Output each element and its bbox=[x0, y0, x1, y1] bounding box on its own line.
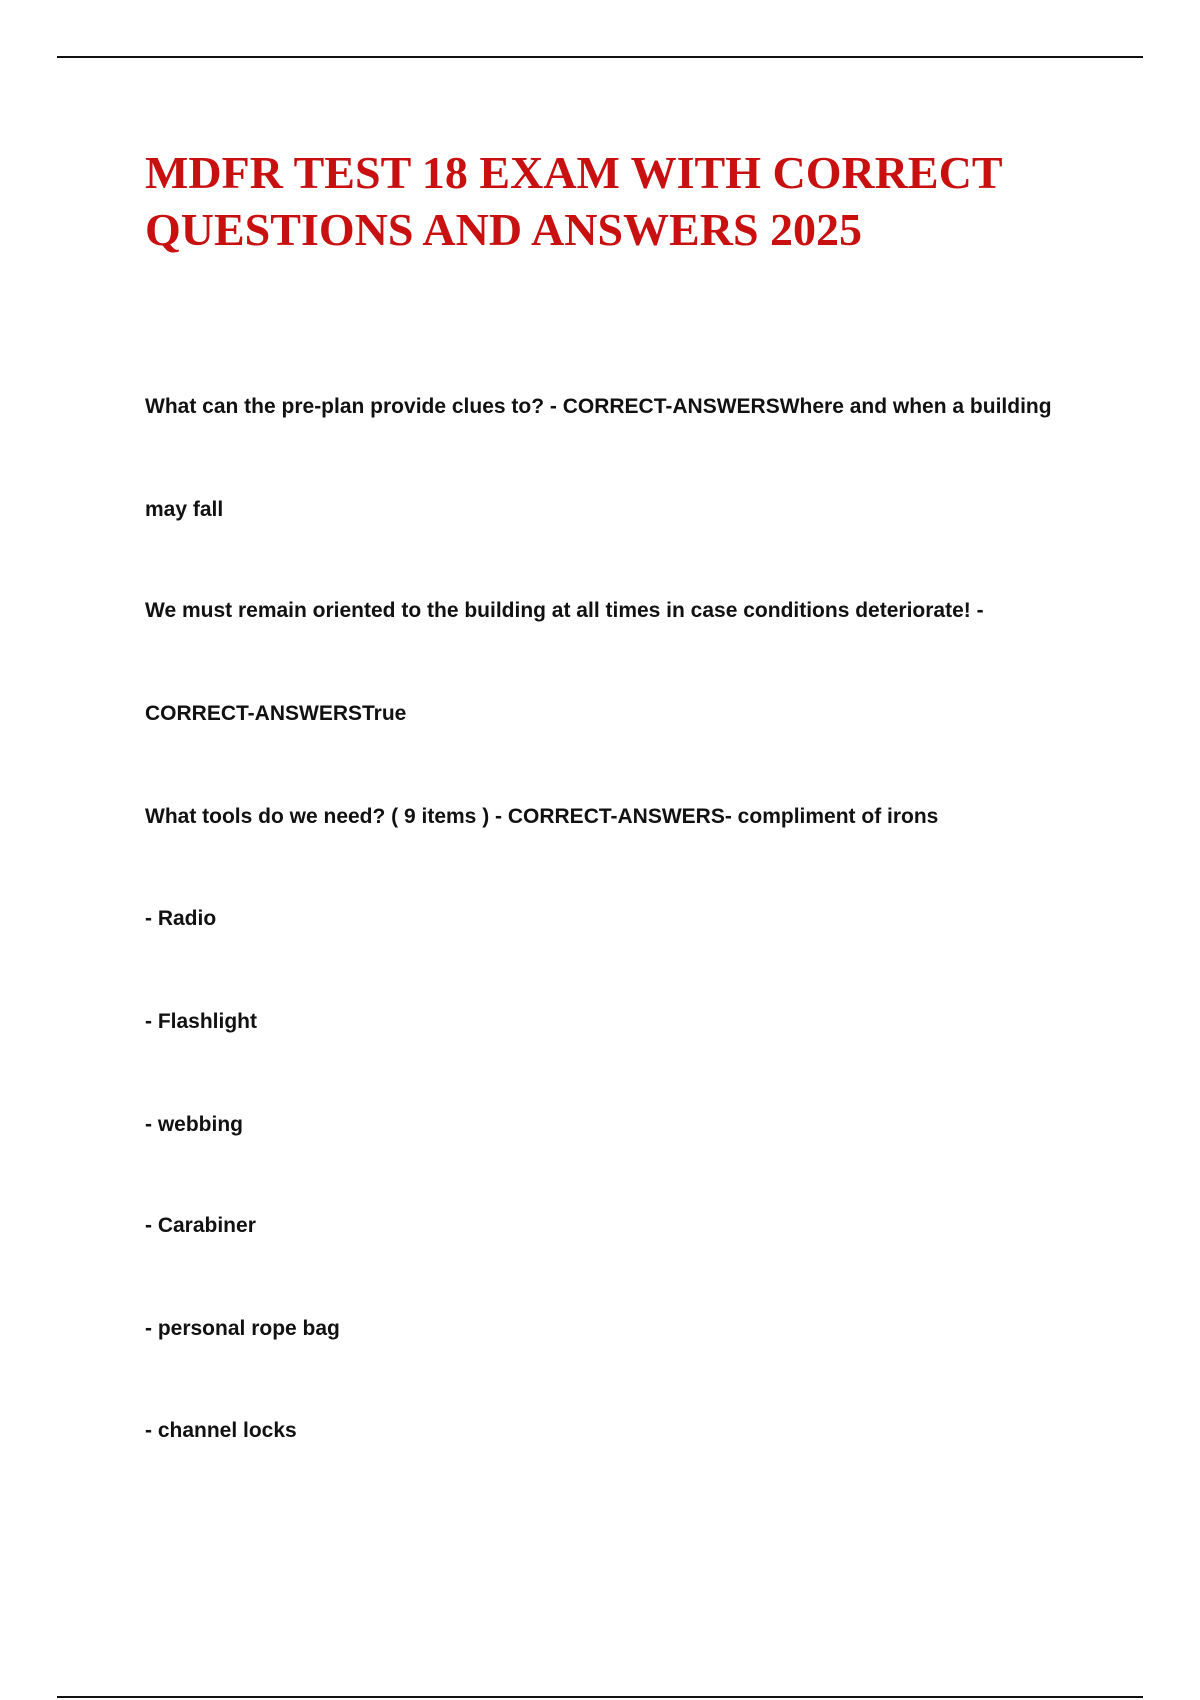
question-2-line-2: CORRECT-ANSWERSTrue bbox=[145, 702, 407, 725]
document-title: MDFR TEST 18 EXAM WITH CORRECT QUESTIONS AND ANSWERS 2025 bbox=[145, 147, 1002, 255]
answer-list-item-rope-bag: - personal rope bag bbox=[145, 1317, 340, 1340]
question-3-line-1: What tools do we need? ( 9 items ) - CORRECT-ANSWERS- compliment of irons bbox=[145, 805, 939, 828]
question-1-line-2: may fall bbox=[145, 498, 224, 521]
answer-list-item-webbing: - webbing bbox=[145, 1113, 243, 1136]
question-2-line-1: We must remain oriented to the building at all times in case conditions deteriorate! - bbox=[145, 599, 984, 622]
top-divider bbox=[57, 56, 1143, 58]
answer-list-item-radio: - Radio bbox=[145, 907, 217, 930]
answer-list-item-flashlight: - Flashlight bbox=[145, 1010, 257, 1033]
question-1-line-1: What can the pre-plan provide clues to? - CORRECT-ANSWERSWhere and when a building bbox=[145, 395, 1052, 418]
answer-list-item-channel-locks: - channel locks bbox=[145, 1419, 297, 1442]
bottom-divider bbox=[57, 1696, 1143, 1698]
answer-list-item-carabiner: - Carabiner bbox=[145, 1214, 256, 1237]
